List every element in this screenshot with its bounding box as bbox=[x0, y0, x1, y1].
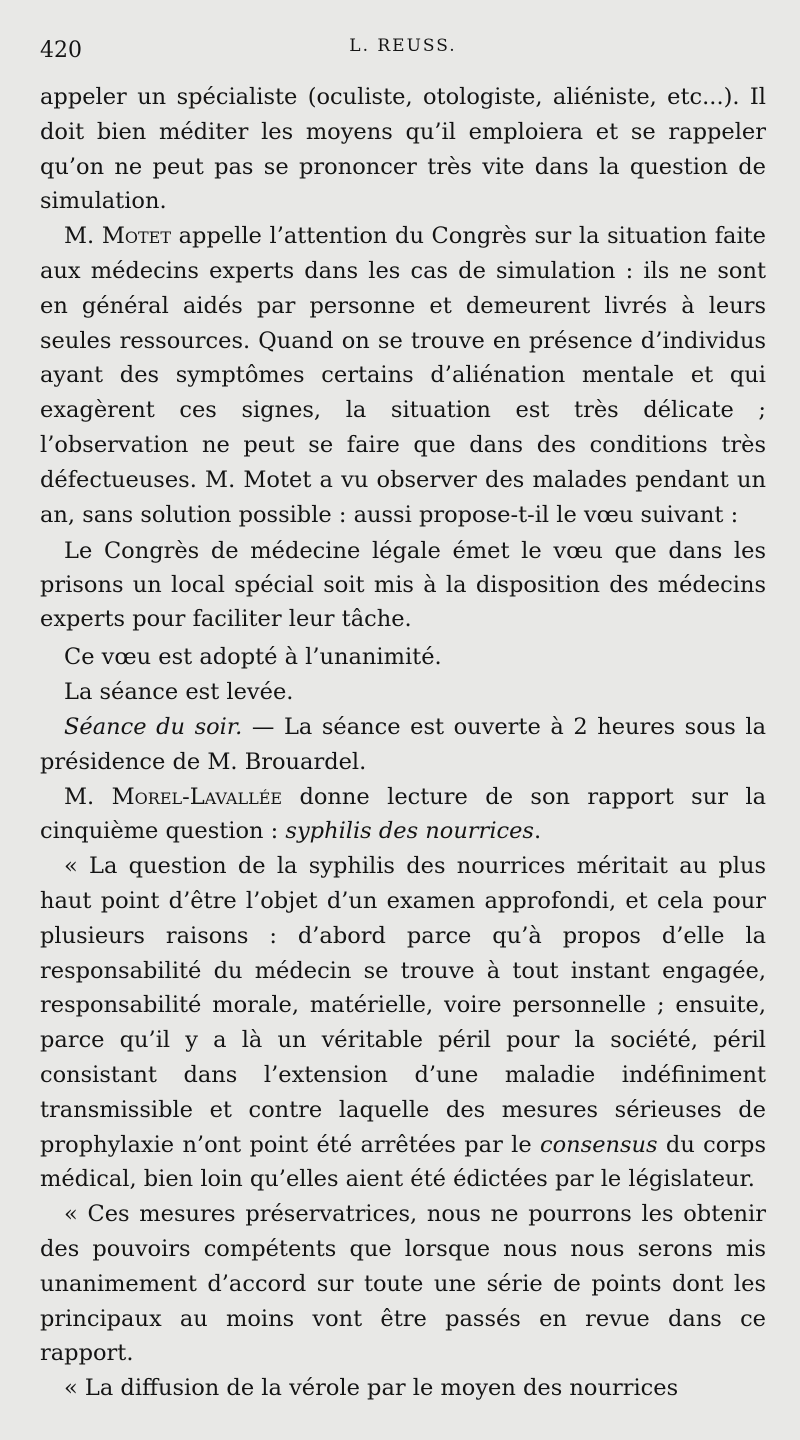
paragraph-adopted: Ce vœu est adopté à l’unanimité. bbox=[64, 644, 442, 671]
paragraph-motion: Le Congrès de médecine légale émet le vœu que dans les prisons un local spécial soit mis à la disposition des médecins experts pour faciliter leur tâche. bbox=[40, 538, 766, 633]
speaker-name: M. Motet bbox=[64, 223, 171, 250]
speaker-name: M. Morel-Lavallée bbox=[64, 783, 283, 810]
section-label: Séance du soir. bbox=[64, 713, 243, 740]
body-text bbox=[40, 80, 766, 1406]
paragraph-session-closed: La séance est levée. bbox=[64, 679, 294, 706]
paragraph-report-2: « Ces mesures préservatrices, nous ne pourrons les obtenir des pouvoirs compétents que lorsque nous nous serons mis unanimement d’accord sur toute une série de points dont les principaux au moins vont être passés en revue dans ce rapport. bbox=[40, 1201, 766, 1367]
page-header bbox=[40, 0, 766, 63]
paragraph-report-1: « La question de la syphilis des nourrices méritait au plus haut point d’être l’objet d’un examen approfondi, et cela pour plusieurs raisons : d’abord parce qu’à propos d’elle la responsabilité du médecin se trouve à tout instant engagée, responsabilité morale, matérielle, voire personnelle ; ensuite, parce qu’il y a là un véritable péril pour la société, péril consistant dans l’extension d’une maladie indéfiniment transmissible et contre laquelle des mesures sérieuses de prophylaxie n’ont point été arrêtées par le consensus du corps médical, bien loin qu’elles aient été édictées par le législateur. bbox=[40, 853, 766, 1193]
paragraph-continuation: appeler un spécialiste (oculiste, otologiste, aliéniste, etc...). Il doit bien méditer les moyens qu’il emploiera et se rappeler qu’on ne peut pas se prononcer très vite dans la question de simulation. bbox=[40, 84, 766, 215]
running-head: L. REUSS. bbox=[349, 36, 457, 56]
paragraph-morel-lavallee: M. Morel-Lavallée donne lecture de son rapport sur la cinquième question : syphilis des nourrices. bbox=[40, 783, 766, 845]
page-number: 420 bbox=[40, 38, 82, 63]
paragraph-evening-session: Séance du soir. — La séance est ouverte à 2 heures sous la présidence de M. Brouardel. bbox=[40, 713, 766, 775]
paragraph-motet: M. Motet appelle l’attention du Congrès sur la situation faite aux médecins experts dans les cas de simulation : ils ne sont en général aidés par personne et demeurent livrés à leurs seules ressources. Quand on se trouve en présence d’individus ayant des symptômes certains d’aliénation mentale et qui exagèrent ces signes, la situation est très délicate ; l’observation ne peut se faire que dans des conditions très défectueuses. M. Motet a vu observer des malades pendant un an, sans solution possible : aussi propose-t-il le vœu suivant : bbox=[40, 223, 766, 528]
paragraph-report-3: « La diffusion de la vérole par le moyen des nourrices bbox=[64, 1375, 679, 1402]
question-title: syphilis des nourrices bbox=[285, 818, 534, 845]
